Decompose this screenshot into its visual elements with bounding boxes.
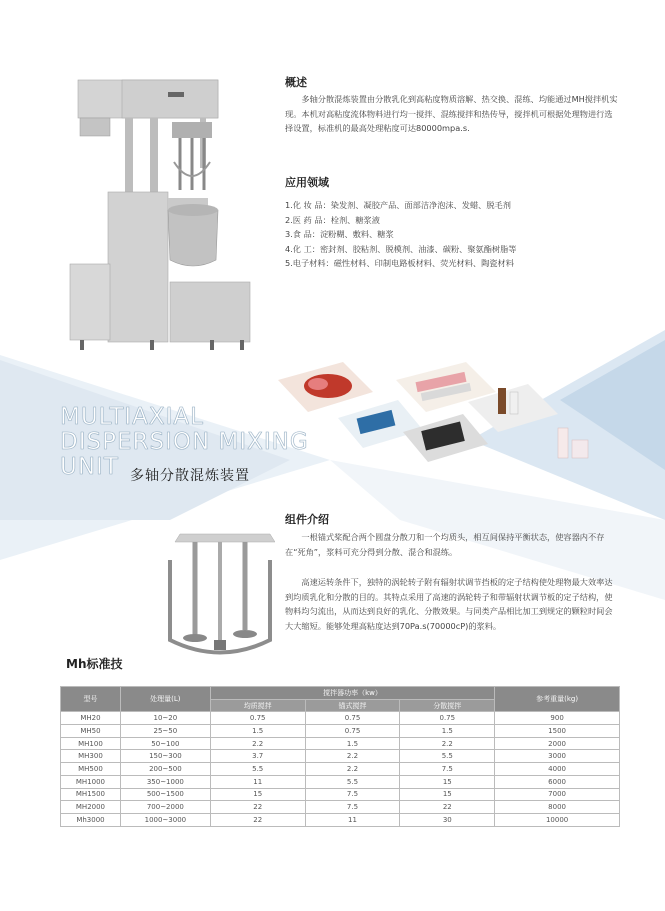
applications-list <box>285 198 625 271</box>
header-power-homo: 均质搅拌 <box>210 699 305 712</box>
cell-capacity: 150~300 <box>120 750 210 763</box>
cell-power-homo: 2.2 <box>210 737 305 750</box>
cell-power-anchor: 7.5 <box>305 801 400 814</box>
spec-table-body <box>61 712 620 826</box>
components-paragraph-1: 一根锚式桨配合两个圆盘分散刀和一个均质头，相互间保持平衡状态，使容器内不存在“死角”，浆料可充分得到分散、混合和混练。 <box>285 532 605 557</box>
cell-model: MH100 <box>61 737 121 750</box>
cell-power-disperse: 5.5 <box>400 750 495 763</box>
cell-power-disperse: 30 <box>400 813 495 826</box>
header-power-group: 搅拌器功率（kw） <box>210 687 494 700</box>
header-model: 型号 <box>61 687 121 712</box>
table-row <box>61 788 620 801</box>
cell-capacity: 1000~3000 <box>120 813 210 826</box>
cell-power-homo: 15 <box>210 788 305 801</box>
header-power-disperse: 分散搅拌 <box>400 699 495 712</box>
cell-capacity: 25~50 <box>120 725 210 738</box>
cell-power-disperse: 1.5 <box>400 725 495 738</box>
cell-power-disperse: 7.5 <box>400 763 495 776</box>
cell-weight: 3000 <box>495 750 620 763</box>
english-title-line: DISPERSION MIXING <box>60 429 309 455</box>
cell-capacity: 350~1000 <box>120 775 210 788</box>
cell-model: Mh3000 <box>61 813 121 826</box>
table-row <box>61 775 620 788</box>
cell-model: MH1500 <box>61 788 121 801</box>
cell-capacity: 50~100 <box>120 737 210 750</box>
cell-weight: 2000 <box>495 737 620 750</box>
cell-power-disperse: 0.75 <box>400 712 495 725</box>
standard-specs-title: Mh标准技 <box>66 657 123 671</box>
cell-power-anchor: 7.5 <box>305 788 400 801</box>
cell-model: MH2000 <box>61 801 121 814</box>
cell-power-anchor: 2.2 <box>305 750 400 763</box>
applications-title: 应用领域 <box>285 176 329 189</box>
cell-power-anchor: 1.5 <box>305 737 400 750</box>
cell-model: MH1000 <box>61 775 121 788</box>
cell-power-homo: 22 <box>210 801 305 814</box>
application-item: 5.电子材料：磁性材料、印制电路板材料、荧光材料、陶瓷材料 <box>285 258 514 269</box>
components-title: 组件介绍 <box>285 513 329 526</box>
cell-weight: 6000 <box>495 775 620 788</box>
components-paragraph-2: 高速运转条件下，独特的涡轮转子附有辐射状调节挡板的定子结构使处理物最大效率达到均质乳化和分散的目的。其特点采用了高速的涡轮转子和带辐射状调节板的定子结构，使物料均匀流出，从而达到良好的乳化、分散效果。与同类产品相比加工到规定的颗粒时间会大大缩短。能够处理高粘度达到70Pa.s(70000cP)的浆料。 <box>285 577 613 631</box>
cell-power-homo: 1.5 <box>210 725 305 738</box>
overview-text: 多轴分散混炼装置由分散乳化到高粘度物质溶解、热交换、混练、均能通过MH搅拌机实现。本机对高粘度流体物料进行均一搅拌、混练搅拌和热传导，搅拌机可根据处理物进行选择设置，标准机的最高处理粘度可达80000mpa.s. <box>285 94 618 133</box>
cell-power-homo: 5.5 <box>210 763 305 776</box>
cell-power-disperse: 15 <box>400 788 495 801</box>
cell-weight: 4000 <box>495 763 620 776</box>
mixing-machine-image <box>60 72 260 354</box>
cell-capacity: 700~2000 <box>120 801 210 814</box>
cell-power-anchor: 11 <box>305 813 400 826</box>
cell-model: MH50 <box>61 725 121 738</box>
cell-power-homo: 11 <box>210 775 305 788</box>
application-item: 3.食 品：淀粉糊、敷料、糖浆 <box>285 229 394 240</box>
agitator-components-image <box>160 520 275 670</box>
overview-title: 概述 <box>285 76 307 89</box>
photo-cream-bottle <box>558 428 588 458</box>
cell-model: MH300 <box>61 750 121 763</box>
application-item: 1.化 妆 品：染发剂、凝胶产品、面部洁净泡沫、发蜡、脱毛剂 <box>285 200 511 210</box>
table-row <box>61 763 620 776</box>
cell-power-disperse: 15 <box>400 775 495 788</box>
photo-medicine <box>338 400 423 448</box>
cell-power-anchor: 5.5 <box>305 775 400 788</box>
application-photos-collage <box>278 362 608 462</box>
english-title-line: UNIT <box>60 454 119 480</box>
application-item: 2.医 药 品：栓剂、糖浆液 <box>285 214 380 225</box>
cell-power-homo: 0.75 <box>210 712 305 725</box>
header-capacity: 处理量(L) <box>120 687 210 712</box>
english-title-line: MULTIAXIAL <box>60 404 204 430</box>
cell-weight: 7000 <box>495 788 620 801</box>
cell-capacity: 200~500 <box>120 763 210 776</box>
cell-capacity: 500~1500 <box>120 788 210 801</box>
cell-model: MH500 <box>61 763 121 776</box>
table-row <box>61 725 620 738</box>
cell-power-anchor: 2.2 <box>305 763 400 776</box>
cell-power-homo: 22 <box>210 813 305 826</box>
table-row <box>61 737 620 750</box>
spec-table <box>60 686 620 827</box>
cell-power-anchor: 0.75 <box>305 725 400 738</box>
application-item: 4.化 工：密封剂、胶粘剂、脱模剂、油漆、碳粉、聚氨酯树脂等 <box>285 243 517 254</box>
cell-weight: 8000 <box>495 801 620 814</box>
cell-capacity: 10~20 <box>120 712 210 725</box>
cell-weight: 900 <box>495 712 620 725</box>
header-weight: 参考重量(kg) <box>495 687 620 712</box>
photo-electronics <box>403 414 488 462</box>
cell-weight: 1500 <box>495 725 620 738</box>
cell-power-disperse: 2.2 <box>400 737 495 750</box>
cell-power-anchor: 0.75 <box>305 712 400 725</box>
cell-model: MH20 <box>61 712 121 725</box>
cell-weight: 10000 <box>495 813 620 826</box>
table-row <box>61 712 620 725</box>
table-row <box>61 801 620 814</box>
table-row <box>61 750 620 763</box>
table-row <box>61 813 620 826</box>
cell-power-homo: 3.7 <box>210 750 305 763</box>
header-power-anchor: 锚式搅拌 <box>305 699 400 712</box>
cell-power-disperse: 22 <box>400 801 495 814</box>
product-chinese-title: 多轴分散混炼装置 <box>130 468 250 484</box>
